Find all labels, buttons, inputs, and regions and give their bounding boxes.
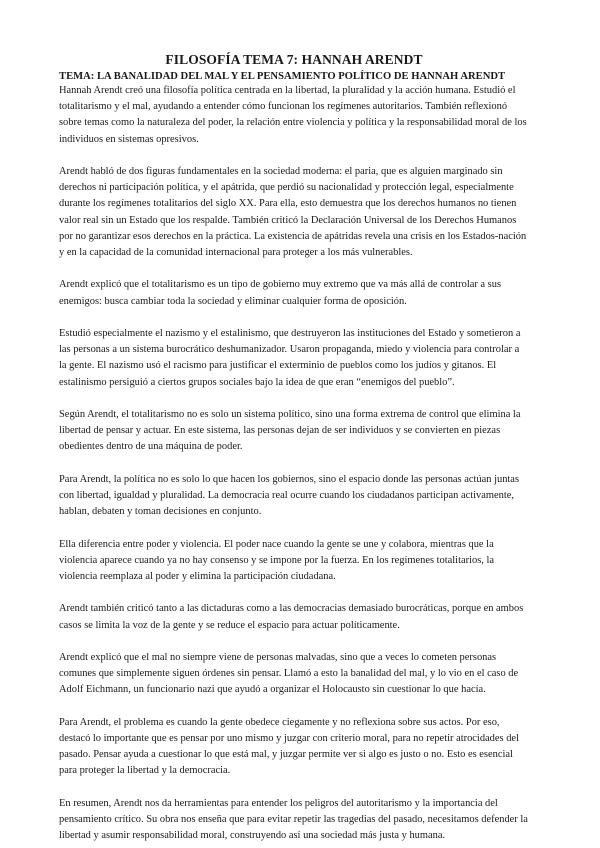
- paragraph-gap: [59, 585, 529, 601]
- paragraph-paria-apatrida: Arendt habló de dos figuras fundamentales en la sociedad moderna: el paria, que es alguien marginado sin derechos ni participación política, y el apátrida, que perdió su nacionalidad y protección legal, especialmente durante los regímenes totalitarios del siglo XX. Para ella, esto demuestra que los derechos humanos no tienen valor real sin un Estado que los respalde. También criticó la Declaración Universal de los Derechos Humanos por no garantizar esos derechos en la práctica. La existencia de apátridas revela una crisis en los Estados-nación y en la capacidad de la comunidad internacional para proteger a los más vulnerables.: [59, 166, 527, 259]
- paragraph-gap: [59, 699, 529, 715]
- paragraph-politica: Para Arendt, la política no es solo lo que hacen los gobiernos, sino el espacio donde las personas actúan juntas con libertad, igualdad y pluralidad. La democracia real ocurre cuando los ciudadanos participan activamente, hablan, debaten y toman decisiones en conjunto.: [59, 473, 520, 518]
- paragraph-gap: [59, 310, 529, 326]
- paragraph-control-extremo: Según Arendt, el totalitarismo no es solo un sistema político, sino una forma extrema de control que elimina la libertad de pensar y actuar. En este sistema, las personas dejan de ser individuos y se convierten en piezas obedientes dentro de una máquina de poder.: [59, 409, 521, 453]
- paragraph-critica-burocracia: Arendt también criticó tanto a las dictaduras como a las democracias demasiado burocráticas, porque en ambos casos se limita la voz de la gente y se reduce el espacio para actuar políticamente.: [59, 603, 524, 631]
- document-page: [59, 52, 529, 844]
- paragraph-gap: [59, 391, 529, 407]
- paragraph-gap: [59, 456, 529, 472]
- paragraph-pensar-juzgar: Para Arendt, el problema es cuando la gente obedece ciegamente y no reflexiona sobre sus actos. Por eso, destacó lo importante que es pensar por uno mismo y juzgar con criterio moral, para no repetir atrocidades del pasado. Pensar ayuda a cuestionar lo que está mal, y juzgar permite ver si algo es justo o no. Esto es esencial para proteger la libertad y la democracia.: [59, 716, 519, 777]
- document-subtitle: TEMA: LA BANALIDAD DEL MAL Y EL PENSAMIENTO POLÍTICO DE HANNAH ARENDT: [59, 71, 506, 82]
- paragraph-gap: [59, 520, 529, 536]
- paragraph-gap: [59, 148, 529, 164]
- paragraph-resumen: En resumen, Arendt nos da herramientas para entender los peligros del autoritarismo y la importancia del pensamiento crítico. Su obra nos enseña que para evitar repetir las tragedias del pasado, necesitamos defender la libertad y asumir responsabilidad moral, construyendo así una sociedad más justa y humana.: [59, 797, 528, 842]
- paragraph-gap: [59, 780, 529, 796]
- document-title: FILOSOFÍA TEMA 7: HANNAH ARENDT: [165, 52, 423, 67]
- paragraph-nazismo-estalinismo: Estudió especialmente el nazismo y el estalinismo, que destruyeron las instituciones del Estado y sometieron a las personas a un sistema burocrático deshumanizador. Usaron propaganda, miedo y violencia para controlar a la gente. El nazismo usó el racismo para justificar el exterminio de pueblos como los judíos y gitanos. El estalinismo persiguió a ciertos grupos sociales bajo la idea de que eran “enemigos del pueblo”.: [59, 328, 521, 388]
- paragraph-poder-violencia: Ella diferencia entre poder y violencia. El poder nace cuando la gente se une y colabora, mientras que la violencia aparece cuando ya no hay consenso y se impone por la fuerza. En los regímenes totalitarios, la violencia reemplaza al poder y elimina la participación ciudadana.: [59, 538, 495, 582]
- paragraph-gap: [59, 261, 529, 277]
- paragraph-totalitarismo: Arendt explicó que el totalitarismo es un tipo de gobierno muy extremo que va más allá de controlar a sus enemigos: busca cambiar toda la sociedad y eliminar cualquier forma de oposición.: [59, 279, 502, 307]
- paragraph-banalidad-mal: Arendt explicó que el mal no siempre viene de personas malvadas, sino que a veces lo cometen personas comunes que simplemente siguen órdenes sin pensar. Llamó a esto la banalidad del mal, y lo vio en el caso de Adolf Eichmann, un funcionario nazi que ayudó a organizar el Holocausto sin cuestionar lo que hacía.: [59, 651, 519, 696]
- paragraph-intro: Hannah Arendt creó una filosofía política centrada en la libertad, la pluralidad y la acción humana. Estudió el totalitarismo y el mal, ayudando a entender cómo funcionan los regímenes autoritarios. También reflexionó sobre temas como la naturaleza del poder, la relación entre violencia y política y la responsabilidad moral de los individuos en sistemas opresivos.: [59, 85, 527, 145]
- paragraph-gap: [59, 634, 529, 650]
